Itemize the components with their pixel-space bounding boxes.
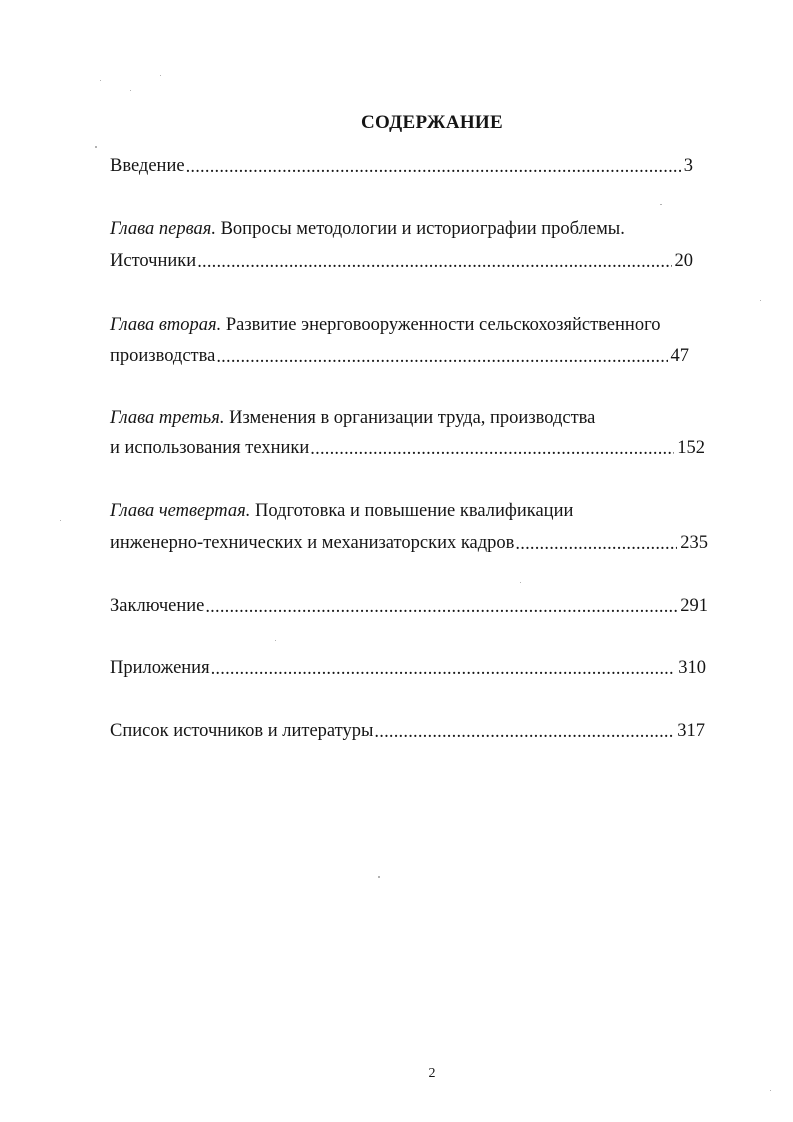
toc-entry-chapter1-line2: [110, 250, 693, 272]
toc-page-number: 3: [683, 156, 693, 176]
toc-entry-bibliography: [110, 720, 705, 742]
toc-label: производства: [110, 346, 216, 366]
chapter-title: Подготовка и повышение квалификации: [250, 501, 574, 521]
dot-leader: [211, 658, 676, 678]
dot-leader: [197, 251, 671, 271]
chapter-prefix: Глава третья.: [110, 408, 225, 428]
toc-entry-chapter4-line2: [110, 532, 708, 554]
page-title: СОДЕРЖАНИЕ: [361, 112, 503, 133]
toc-page-number: 152: [677, 438, 705, 458]
chapter-title: Развитие энерговооруженности сельскохозяйственного: [221, 315, 661, 335]
page-number: 2: [428, 1066, 436, 1081]
toc-label: Введение: [110, 156, 185, 176]
toc-page-number: 47: [670, 346, 689, 366]
toc-entry-conclusion: [110, 595, 708, 617]
toc-entry-chapter1-line1: [110, 218, 625, 240]
toc-page-number: 235: [680, 533, 708, 553]
chapter-title: Изменения в организации труда, производства: [224, 408, 596, 428]
toc-page-number: 20: [674, 251, 693, 271]
toc-label: Список источников и литературы: [110, 721, 374, 741]
dot-leader: [186, 156, 681, 176]
toc-entry-chapter2-line1: [110, 314, 660, 336]
toc-label: инженерно-технических и механизаторских кадров: [110, 533, 515, 553]
dot-leader: [205, 596, 677, 616]
dot-leader: [310, 438, 674, 458]
toc-entry-intro: [110, 155, 693, 177]
toc-label: Источники: [110, 251, 197, 271]
toc-entry-appendices: [110, 657, 706, 679]
toc-entry-chapter2-line2: [110, 345, 689, 367]
chapter-prefix: Глава четвертая.: [110, 501, 251, 521]
dot-leader: [515, 533, 677, 553]
toc-page-number: 317: [677, 721, 705, 741]
dot-leader: [216, 346, 667, 366]
dot-leader: [374, 721, 674, 741]
toc-page-number: 291: [680, 596, 708, 616]
toc-label: Заключение: [110, 596, 205, 616]
toc-label: Приложения: [110, 658, 210, 678]
toc-entry-chapter3-line2: [110, 437, 705, 459]
chapter-prefix: Глава вторая.: [110, 315, 222, 335]
toc-entry-chapter4-line1: [110, 500, 573, 522]
chapter-prefix: Глава первая.: [110, 219, 216, 239]
toc-page-number: 310: [678, 658, 706, 678]
toc-entry-chapter3-line1: [110, 407, 595, 429]
toc-label: и использования техники: [110, 438, 310, 458]
chapter-title: Вопросы методологии и историографии проблемы.: [215, 219, 625, 239]
